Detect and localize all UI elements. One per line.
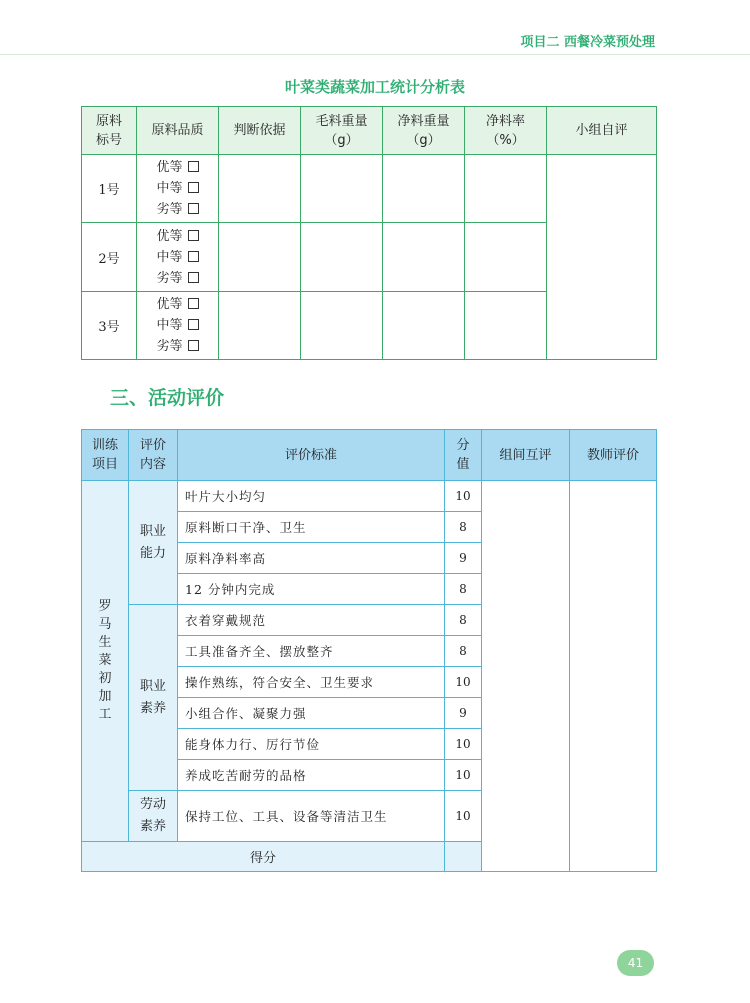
header-id: 原料 标号 bbox=[82, 107, 137, 155]
blank-cell[interactable] bbox=[465, 291, 547, 359]
criterion: 操作熟练，符合安全、卫生要求 bbox=[178, 667, 445, 698]
page-number: 41 bbox=[617, 950, 654, 976]
blank-cell[interactable] bbox=[383, 223, 465, 291]
score: 10 bbox=[445, 760, 482, 791]
row-id: 1号 bbox=[82, 155, 137, 223]
blank-cell[interactable] bbox=[383, 291, 465, 359]
quality-checkboxes: 优等 中等 劣等 bbox=[137, 291, 219, 359]
header-net-rate: 净料率 （%） bbox=[465, 107, 547, 155]
score: 8 bbox=[445, 636, 482, 667]
checkbox-poor[interactable] bbox=[188, 340, 199, 351]
header-training-item: 训练 项目 bbox=[82, 430, 129, 481]
criterion: 原料净料率高 bbox=[178, 543, 445, 574]
score: 8 bbox=[445, 605, 482, 636]
header-basis: 判断依据 bbox=[219, 107, 301, 155]
teacher-review-cell[interactable] bbox=[570, 481, 657, 872]
header-quality: 原料品质 bbox=[137, 107, 219, 155]
checkbox-excellent[interactable] bbox=[188, 230, 199, 241]
group-professional-quality: 职业素养 bbox=[129, 605, 178, 791]
row-id: 3号 bbox=[82, 291, 137, 359]
checkbox-poor[interactable] bbox=[188, 272, 199, 283]
criterion: 12 分钟内完成 bbox=[178, 574, 445, 605]
section-title: 三、活动评价 bbox=[110, 387, 225, 409]
score: 9 bbox=[445, 698, 482, 729]
blank-cell[interactable] bbox=[465, 223, 547, 291]
blank-cell[interactable] bbox=[219, 223, 301, 291]
criterion: 小组合作、凝聚力强 bbox=[178, 698, 445, 729]
score: 8 bbox=[445, 574, 482, 605]
blank-cell[interactable] bbox=[465, 155, 547, 223]
checkbox-medium[interactable] bbox=[188, 182, 199, 193]
blank-cell[interactable] bbox=[219, 291, 301, 359]
table-row bbox=[82, 481, 657, 512]
header-self-review: 小组自评 bbox=[547, 107, 657, 155]
header-score: 分 值 bbox=[445, 430, 482, 481]
group-labor-quality: 劳动素养 bbox=[129, 791, 178, 842]
header-criteria: 评价标准 bbox=[178, 430, 445, 481]
table-row bbox=[82, 155, 657, 223]
criterion: 能身体力行、厉行节俭 bbox=[178, 729, 445, 760]
header-divider bbox=[0, 54, 750, 55]
criterion: 叶片大小均匀 bbox=[178, 481, 445, 512]
score: 10 bbox=[445, 481, 482, 512]
processing-stats-table bbox=[81, 106, 657, 360]
blank-cell[interactable] bbox=[219, 155, 301, 223]
total-score-cell[interactable] bbox=[445, 842, 482, 872]
criterion: 衣着穿戴规范 bbox=[178, 605, 445, 636]
score: 9 bbox=[445, 543, 482, 574]
checkbox-excellent[interactable] bbox=[188, 298, 199, 309]
blank-cell[interactable] bbox=[383, 155, 465, 223]
total-label: 得分 bbox=[82, 842, 445, 872]
table1-title: 叶菜类蔬菜加工统计分析表 bbox=[284, 78, 465, 96]
peer-review-cell[interactable] bbox=[482, 481, 570, 872]
quality-checkboxes: 优等 中等 劣等 bbox=[137, 223, 219, 291]
activity-evaluation-table bbox=[81, 429, 657, 872]
score: 10 bbox=[445, 791, 482, 842]
header-teacher-review: 教师评价 bbox=[570, 430, 657, 481]
score: 10 bbox=[445, 667, 482, 698]
group-professional-ability: 职业能力 bbox=[129, 481, 178, 605]
criterion: 保持工位、工具、设备等清洁卫生 bbox=[178, 791, 445, 842]
criterion: 工具准备齐全、摆放整齐 bbox=[178, 636, 445, 667]
score: 10 bbox=[445, 729, 482, 760]
checkbox-excellent[interactable] bbox=[188, 161, 199, 172]
score: 8 bbox=[445, 512, 482, 543]
row-id: 2号 bbox=[82, 223, 137, 291]
checkbox-medium[interactable] bbox=[188, 319, 199, 330]
header-peer-review: 组间互评 bbox=[482, 430, 570, 481]
criterion: 养成吃苦耐劳的品格 bbox=[178, 760, 445, 791]
criterion: 原料断口干净、卫生 bbox=[178, 512, 445, 543]
checkbox-poor[interactable] bbox=[188, 203, 199, 214]
header-gross-weight: 毛料重量 （g） bbox=[301, 107, 383, 155]
blank-cell[interactable] bbox=[301, 155, 383, 223]
chapter-header: 项目二 西餐冷菜预处理 bbox=[520, 35, 655, 50]
header-eval-content: 评价 内容 bbox=[129, 430, 178, 481]
self-review-cell[interactable] bbox=[547, 155, 657, 360]
checkbox-medium[interactable] bbox=[188, 251, 199, 262]
blank-cell[interactable] bbox=[301, 223, 383, 291]
header-net-weight: 净料重量 （g） bbox=[383, 107, 465, 155]
blank-cell[interactable] bbox=[301, 291, 383, 359]
quality-checkboxes: 优等 中等 劣等 bbox=[137, 155, 219, 223]
training-project-cell: 罗马生菜初加工 bbox=[82, 481, 129, 842]
